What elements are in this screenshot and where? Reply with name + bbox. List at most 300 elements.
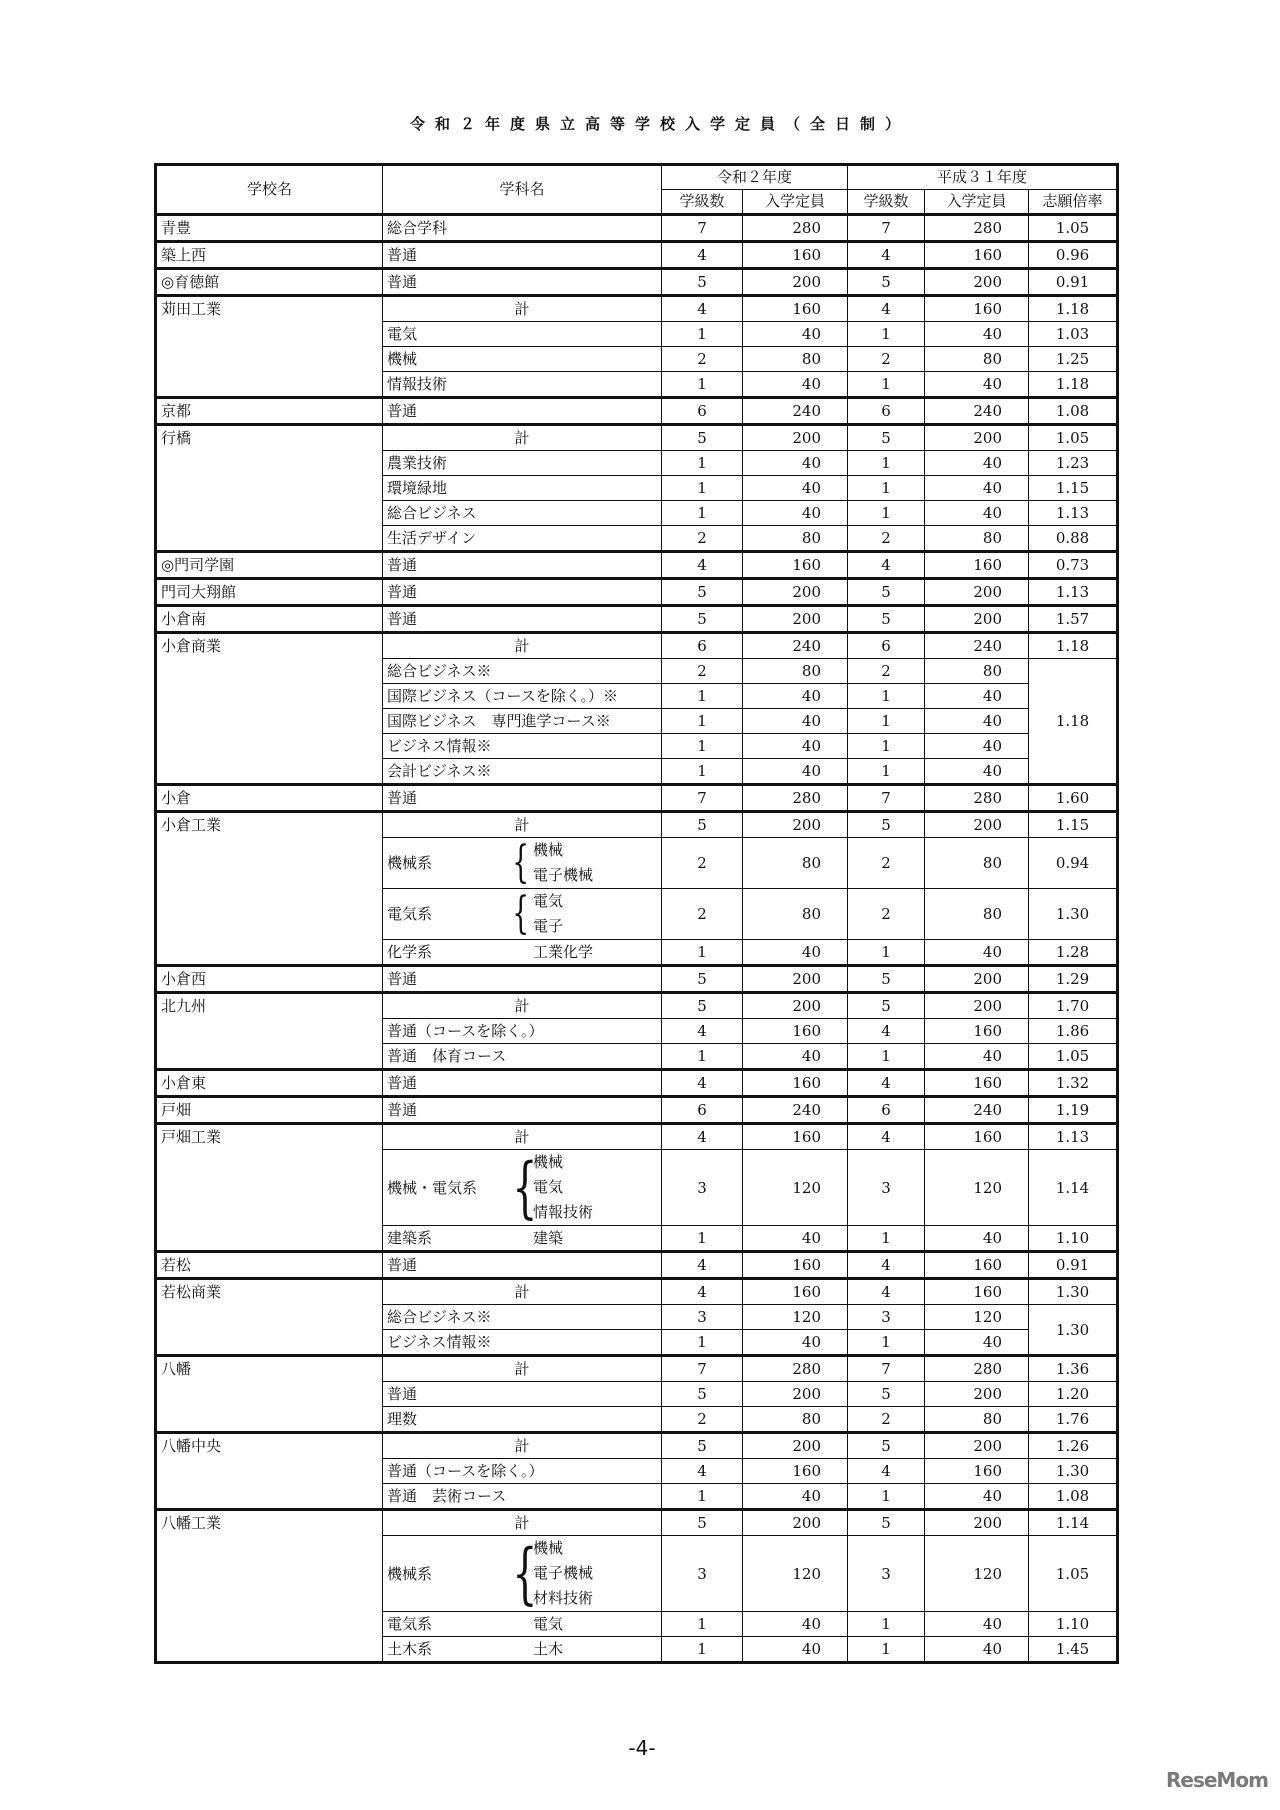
r2-classes: 4 bbox=[662, 1124, 743, 1150]
school-name: 築上西 bbox=[156, 242, 383, 269]
application-ratio: 1.29 bbox=[1029, 966, 1118, 993]
department-name: 計 bbox=[383, 425, 662, 451]
r2-classes: 1 bbox=[662, 940, 743, 966]
h31-capacity: 40 bbox=[925, 1044, 1029, 1070]
h31-classes: 1 bbox=[848, 1044, 925, 1070]
r2-capacity: 160 bbox=[743, 1459, 848, 1484]
r2-classes: 1 bbox=[662, 1044, 743, 1070]
h31-capacity: 200 bbox=[925, 425, 1029, 451]
h31-capacity: 160 bbox=[925, 1252, 1029, 1279]
school-name: 八幡 bbox=[156, 1356, 383, 1433]
department-name: 普通 bbox=[383, 1097, 662, 1124]
h31-capacity: 200 bbox=[925, 812, 1029, 838]
department-name: 計 bbox=[383, 1356, 662, 1382]
r2-capacity: 160 bbox=[743, 1019, 848, 1044]
school-name: ◎門司学園 bbox=[156, 552, 383, 579]
r2-classes: 3 bbox=[662, 1150, 743, 1226]
application-ratio: 1.32 bbox=[1029, 1070, 1118, 1097]
r2-capacity: 120 bbox=[743, 1305, 848, 1330]
application-ratio: 1.23 bbox=[1029, 451, 1118, 476]
h31-classes: 4 bbox=[848, 296, 925, 322]
h31-capacity: 160 bbox=[925, 552, 1029, 579]
header-r2-classes: 学級数 bbox=[662, 190, 743, 215]
department-name: ビジネス情報※ bbox=[383, 734, 662, 759]
h31-classes: 5 bbox=[848, 425, 925, 451]
h31-classes: 4 bbox=[848, 1252, 925, 1279]
r2-classes: 1 bbox=[662, 1612, 743, 1637]
r2-classes: 1 bbox=[662, 709, 743, 734]
header-school: 学校名 bbox=[156, 165, 383, 215]
h31-classes: 3 bbox=[848, 1536, 925, 1612]
r2-capacity: 200 bbox=[743, 812, 848, 838]
r2-capacity: 40 bbox=[743, 759, 848, 785]
r2-classes: 4 bbox=[662, 242, 743, 269]
department-system: 機械・電気系 bbox=[387, 1178, 478, 1197]
sub-department: 土木 bbox=[533, 1640, 564, 1658]
h31-capacity: 40 bbox=[925, 451, 1029, 476]
h31-capacity: 120 bbox=[925, 1150, 1029, 1226]
brace-icon: { bbox=[512, 888, 529, 939]
h31-capacity: 80 bbox=[925, 526, 1029, 552]
r2-capacity: 280 bbox=[743, 215, 848, 242]
r2-classes: 4 bbox=[662, 1459, 743, 1484]
department-name bbox=[383, 1612, 662, 1637]
r2-capacity: 280 bbox=[743, 1356, 848, 1382]
h31-capacity: 40 bbox=[925, 1637, 1029, 1663]
h31-capacity: 200 bbox=[925, 579, 1029, 606]
r2-classes: 1 bbox=[662, 1330, 743, 1356]
r2-capacity: 40 bbox=[743, 322, 848, 347]
department-name: 情報技術 bbox=[383, 372, 662, 398]
r2-capacity: 240 bbox=[743, 1097, 848, 1124]
r2-capacity: 160 bbox=[743, 1124, 848, 1150]
h31-capacity: 160 bbox=[925, 1019, 1029, 1044]
application-ratio: 1.05 bbox=[1029, 1044, 1118, 1070]
h31-capacity: 40 bbox=[925, 709, 1029, 734]
department-name: 会計ビジネス※ bbox=[383, 759, 662, 785]
r2-capacity: 40 bbox=[743, 476, 848, 501]
h31-classes: 1 bbox=[848, 709, 925, 734]
h31-classes: 1 bbox=[848, 940, 925, 966]
department-name: 普通 体育コース bbox=[383, 1044, 662, 1070]
sub-department: 機械 bbox=[533, 1539, 564, 1557]
h31-capacity: 80 bbox=[925, 347, 1029, 372]
r2-classes: 2 bbox=[662, 659, 743, 684]
table-row bbox=[156, 966, 1118, 993]
department-name: 計 bbox=[383, 1279, 662, 1305]
application-ratio: 0.94 bbox=[1029, 838, 1118, 889]
r2-capacity: 160 bbox=[743, 1070, 848, 1097]
application-ratio: 1.36 bbox=[1029, 1356, 1118, 1382]
department-name: 国際ビジネス（コースを除く。）※ bbox=[383, 684, 662, 709]
application-ratio: 0.88 bbox=[1029, 526, 1118, 552]
department-name: 総合ビジネス bbox=[383, 501, 662, 526]
h31-classes: 5 bbox=[848, 1433, 925, 1459]
h31-classes: 6 bbox=[848, 398, 925, 425]
school-name: 小倉 bbox=[156, 785, 383, 812]
application-ratio: 1.18 bbox=[1029, 372, 1118, 398]
application-ratio: 1.18 bbox=[1029, 633, 1118, 659]
sub-department: 電子機械 bbox=[533, 866, 594, 884]
school-name: 八幡中央 bbox=[156, 1433, 383, 1510]
application-ratio: 1.45 bbox=[1029, 1637, 1118, 1663]
application-ratio: 1.26 bbox=[1029, 1433, 1118, 1459]
department-name: 計 bbox=[383, 633, 662, 659]
application-ratio: 1.30 bbox=[1029, 1305, 1118, 1356]
table-row bbox=[156, 242, 1118, 269]
r2-capacity: 80 bbox=[743, 347, 848, 372]
application-ratio: 1.30 bbox=[1029, 1279, 1118, 1305]
department-name: 普通（コースを除く。） bbox=[383, 1459, 662, 1484]
h31-capacity: 80 bbox=[925, 838, 1029, 889]
header-h31: 平成３１年度 bbox=[848, 165, 1118, 190]
table-row bbox=[156, 296, 1118, 322]
department-name: 普通 bbox=[383, 552, 662, 579]
h31-classes: 5 bbox=[848, 966, 925, 993]
school-name: ◎育徳館 bbox=[156, 269, 383, 296]
r2-classes: 5 bbox=[662, 606, 743, 633]
h31-capacity: 240 bbox=[925, 398, 1029, 425]
application-ratio: 1.13 bbox=[1029, 501, 1118, 526]
h31-capacity: 40 bbox=[925, 1612, 1029, 1637]
application-ratio: 1.30 bbox=[1029, 889, 1118, 940]
h31-capacity: 200 bbox=[925, 966, 1029, 993]
application-ratio: 1.03 bbox=[1029, 322, 1118, 347]
sub-department: 情報技術 bbox=[533, 1203, 594, 1221]
r2-capacity: 40 bbox=[743, 1226, 848, 1252]
department-name: 普通 bbox=[383, 1382, 662, 1407]
h31-capacity: 200 bbox=[925, 1510, 1029, 1536]
h31-capacity: 40 bbox=[925, 322, 1029, 347]
r2-capacity: 40 bbox=[743, 734, 848, 759]
r2-classes: 4 bbox=[662, 1279, 743, 1305]
h31-classes: 5 bbox=[848, 812, 925, 838]
header-h31-capacity: 入学定員 bbox=[925, 190, 1029, 215]
r2-classes: 4 bbox=[662, 1070, 743, 1097]
table-body bbox=[156, 215, 1118, 1663]
h31-classes: 1 bbox=[848, 476, 925, 501]
department-name: 総合ビジネス※ bbox=[383, 659, 662, 684]
school-name: 小倉東 bbox=[156, 1070, 383, 1097]
school-name: 戸畑 bbox=[156, 1097, 383, 1124]
h31-capacity: 120 bbox=[925, 1536, 1029, 1612]
department-name: 環境緑地 bbox=[383, 476, 662, 501]
r2-capacity: 200 bbox=[743, 966, 848, 993]
department-name bbox=[383, 838, 662, 889]
h31-classes: 2 bbox=[848, 838, 925, 889]
department-system: 電気系 bbox=[387, 1615, 433, 1633]
r2-capacity: 200 bbox=[743, 1510, 848, 1536]
department-name: 普通 bbox=[383, 966, 662, 993]
application-ratio: 1.30 bbox=[1029, 1459, 1118, 1484]
school-name: 門司大翔館 bbox=[156, 579, 383, 606]
r2-classes: 6 bbox=[662, 1097, 743, 1124]
table-row bbox=[156, 633, 1118, 659]
application-ratio: 1.70 bbox=[1029, 993, 1118, 1019]
h31-capacity: 160 bbox=[925, 1459, 1029, 1484]
table-row bbox=[156, 398, 1118, 425]
department-name: 総合ビジネス※ bbox=[383, 1305, 662, 1330]
table-row bbox=[156, 606, 1118, 633]
h31-classes: 4 bbox=[848, 1070, 925, 1097]
department-name: 普通 bbox=[383, 242, 662, 269]
r2-capacity: 80 bbox=[743, 526, 848, 552]
h31-classes: 6 bbox=[848, 1097, 925, 1124]
h31-classes: 1 bbox=[848, 451, 925, 476]
header-h31-classes: 学級数 bbox=[848, 190, 925, 215]
table-row bbox=[156, 579, 1118, 606]
application-ratio: 1.19 bbox=[1029, 1097, 1118, 1124]
table-row bbox=[156, 1252, 1118, 1279]
table-row bbox=[156, 1124, 1118, 1150]
department-name: 計 bbox=[383, 1510, 662, 1536]
department-name: 普通 bbox=[383, 606, 662, 633]
application-ratio: 1.14 bbox=[1029, 1510, 1118, 1536]
r2-classes: 5 bbox=[662, 1382, 743, 1407]
h31-classes: 1 bbox=[848, 1226, 925, 1252]
r2-classes: 5 bbox=[662, 966, 743, 993]
h31-classes: 5 bbox=[848, 606, 925, 633]
r2-capacity: 160 bbox=[743, 552, 848, 579]
h31-capacity: 200 bbox=[925, 1382, 1029, 1407]
r2-classes: 1 bbox=[662, 1637, 743, 1663]
r2-classes: 6 bbox=[662, 633, 743, 659]
r2-capacity: 200 bbox=[743, 1382, 848, 1407]
h31-classes: 4 bbox=[848, 242, 925, 269]
sub-department: 建築 bbox=[533, 1229, 564, 1247]
table-row bbox=[156, 215, 1118, 242]
h31-capacity: 160 bbox=[925, 296, 1029, 322]
h31-classes: 1 bbox=[848, 684, 925, 709]
table-row bbox=[156, 1097, 1118, 1124]
school-name: 行橋 bbox=[156, 425, 383, 552]
r2-capacity: 80 bbox=[743, 1407, 848, 1433]
application-ratio: 1.15 bbox=[1029, 812, 1118, 838]
table-row bbox=[156, 1356, 1118, 1382]
school-name: 八幡工業 bbox=[156, 1510, 383, 1663]
application-ratio: 1.05 bbox=[1029, 1536, 1118, 1612]
r2-capacity: 80 bbox=[743, 659, 848, 684]
h31-capacity: 160 bbox=[925, 1279, 1029, 1305]
r2-classes: 1 bbox=[662, 734, 743, 759]
h31-classes: 2 bbox=[848, 526, 925, 552]
header-h31-ratio: 志願倍率 bbox=[1029, 190, 1118, 215]
r2-capacity: 40 bbox=[743, 372, 848, 398]
table-row bbox=[156, 993, 1118, 1019]
application-ratio: 1.10 bbox=[1029, 1612, 1118, 1637]
r2-capacity: 40 bbox=[743, 709, 848, 734]
h31-classes: 2 bbox=[848, 1407, 925, 1433]
h31-classes: 5 bbox=[848, 1382, 925, 1407]
h31-capacity: 80 bbox=[925, 659, 1029, 684]
application-ratio: 1.05 bbox=[1029, 425, 1118, 451]
h31-capacity: 40 bbox=[925, 1330, 1029, 1356]
table-row bbox=[156, 552, 1118, 579]
r2-classes: 1 bbox=[662, 476, 743, 501]
h31-capacity: 160 bbox=[925, 1070, 1029, 1097]
school-name: 苅田工業 bbox=[156, 296, 383, 398]
department-name: 理数 bbox=[383, 1407, 662, 1433]
application-ratio: 1.18 bbox=[1029, 659, 1118, 785]
watermark-logo: ReseMom bbox=[1166, 1768, 1268, 1792]
r2-capacity: 160 bbox=[743, 1252, 848, 1279]
table-row bbox=[156, 1433, 1118, 1459]
h31-classes: 1 bbox=[848, 734, 925, 759]
application-ratio: 1.05 bbox=[1029, 215, 1118, 242]
h31-capacity: 40 bbox=[925, 372, 1029, 398]
r2-classes: 4 bbox=[662, 552, 743, 579]
department-name: 計 bbox=[383, 812, 662, 838]
table-row bbox=[156, 812, 1118, 838]
table-row bbox=[156, 1510, 1118, 1536]
department-name: 普通 bbox=[383, 1252, 662, 1279]
r2-classes: 4 bbox=[662, 1252, 743, 1279]
admission-capacity-table bbox=[154, 163, 1119, 1664]
sub-department: 電気 bbox=[533, 892, 564, 910]
r2-classes: 5 bbox=[662, 1510, 743, 1536]
h31-capacity: 40 bbox=[925, 501, 1029, 526]
r2-classes: 3 bbox=[662, 1305, 743, 1330]
r2-classes: 5 bbox=[662, 425, 743, 451]
department-system: 化学系 bbox=[387, 943, 433, 961]
department-name: 計 bbox=[383, 993, 662, 1019]
page-number: -4- bbox=[628, 1736, 656, 1760]
r2-capacity: 240 bbox=[743, 398, 848, 425]
school-name: 北九州 bbox=[156, 993, 383, 1070]
r2-capacity: 160 bbox=[743, 1279, 848, 1305]
application-ratio: 1.20 bbox=[1029, 1382, 1118, 1407]
h31-classes: 4 bbox=[848, 552, 925, 579]
r2-capacity: 40 bbox=[743, 1330, 848, 1356]
school-name: 京都 bbox=[156, 398, 383, 425]
h31-classes: 7 bbox=[848, 1356, 925, 1382]
department-name: 普通 bbox=[383, 785, 662, 812]
brace-icon: { bbox=[512, 837, 529, 888]
application-ratio: 1.14 bbox=[1029, 1150, 1118, 1226]
application-ratio: 1.86 bbox=[1029, 1019, 1118, 1044]
h31-classes: 1 bbox=[848, 759, 925, 785]
h31-capacity: 160 bbox=[925, 242, 1029, 269]
r2-classes: 2 bbox=[662, 347, 743, 372]
table-row bbox=[156, 785, 1118, 812]
r2-classes: 7 bbox=[662, 215, 743, 242]
r2-capacity: 40 bbox=[743, 1637, 848, 1663]
department-name bbox=[383, 1536, 662, 1612]
h31-capacity: 200 bbox=[925, 606, 1029, 633]
department-name: 普通 bbox=[383, 1070, 662, 1097]
r2-classes: 2 bbox=[662, 838, 743, 889]
department-name: 普通 芸術コース bbox=[383, 1484, 662, 1510]
r2-capacity: 40 bbox=[743, 940, 848, 966]
h31-capacity: 160 bbox=[925, 1124, 1029, 1150]
school-name: 若松商業 bbox=[156, 1279, 383, 1356]
application-ratio: 0.91 bbox=[1029, 269, 1118, 296]
r2-capacity: 200 bbox=[743, 1433, 848, 1459]
application-ratio: 1.08 bbox=[1029, 398, 1118, 425]
school-name: 小倉南 bbox=[156, 606, 383, 633]
h31-capacity: 40 bbox=[925, 1484, 1029, 1510]
r2-capacity: 40 bbox=[743, 1612, 848, 1637]
sub-department: 機械 bbox=[533, 1153, 564, 1171]
h31-capacity: 200 bbox=[925, 993, 1029, 1019]
r2-capacity: 200 bbox=[743, 269, 848, 296]
department-system: 土木系 bbox=[387, 1640, 433, 1658]
department-name: 総合学科 bbox=[383, 215, 662, 242]
application-ratio: 1.18 bbox=[1029, 296, 1118, 322]
application-ratio: 0.91 bbox=[1029, 1252, 1118, 1279]
h31-capacity: 200 bbox=[925, 269, 1029, 296]
r2-classes: 1 bbox=[662, 1226, 743, 1252]
header-r2: 令和２年度 bbox=[662, 165, 848, 190]
header-department: 学科名 bbox=[383, 165, 662, 215]
r2-classes: 1 bbox=[662, 322, 743, 347]
r2-capacity: 200 bbox=[743, 993, 848, 1019]
r2-classes: 1 bbox=[662, 759, 743, 785]
sub-department: 材料技術 bbox=[533, 1589, 594, 1607]
h31-classes: 4 bbox=[848, 1459, 925, 1484]
application-ratio: 1.57 bbox=[1029, 606, 1118, 633]
sub-department: 工業化学 bbox=[533, 943, 594, 961]
table-row bbox=[156, 425, 1118, 451]
r2-classes: 5 bbox=[662, 812, 743, 838]
r2-classes: 2 bbox=[662, 889, 743, 940]
r2-capacity: 120 bbox=[743, 1150, 848, 1226]
h31-classes: 1 bbox=[848, 1330, 925, 1356]
department-name: 計 bbox=[383, 1124, 662, 1150]
department-system: 電気系 bbox=[387, 905, 433, 923]
r2-capacity: 200 bbox=[743, 579, 848, 606]
r2-classes: 4 bbox=[662, 1019, 743, 1044]
h31-capacity: 40 bbox=[925, 1226, 1029, 1252]
application-ratio: 1.25 bbox=[1029, 347, 1118, 372]
sub-department: 電子 bbox=[533, 917, 564, 935]
application-ratio: 1.28 bbox=[1029, 940, 1118, 966]
application-ratio: 1.13 bbox=[1029, 579, 1118, 606]
h31-classes: 1 bbox=[848, 1612, 925, 1637]
department-name: 農業技術 bbox=[383, 451, 662, 476]
department-name bbox=[383, 889, 662, 940]
h31-classes: 4 bbox=[848, 1019, 925, 1044]
r2-classes: 3 bbox=[662, 1536, 743, 1612]
h31-capacity: 240 bbox=[925, 633, 1029, 659]
table-row bbox=[156, 269, 1118, 296]
department-name bbox=[383, 1637, 662, 1663]
r2-classes: 7 bbox=[662, 1356, 743, 1382]
h31-classes: 1 bbox=[848, 322, 925, 347]
r2-capacity: 120 bbox=[743, 1536, 848, 1612]
h31-capacity: 280 bbox=[925, 1356, 1029, 1382]
sub-department: 機械 bbox=[533, 841, 564, 859]
application-ratio: 1.15 bbox=[1029, 476, 1118, 501]
school-name: 小倉商業 bbox=[156, 633, 383, 785]
school-name: 小倉西 bbox=[156, 966, 383, 993]
r2-capacity: 40 bbox=[743, 451, 848, 476]
r2-classes: 7 bbox=[662, 785, 743, 812]
r2-capacity: 160 bbox=[743, 242, 848, 269]
r2-classes: 6 bbox=[662, 398, 743, 425]
department-name: 普通（コースを除く。） bbox=[383, 1019, 662, 1044]
r2-classes: 2 bbox=[662, 526, 743, 552]
r2-classes: 5 bbox=[662, 579, 743, 606]
h31-capacity: 40 bbox=[925, 734, 1029, 759]
h31-classes: 1 bbox=[848, 372, 925, 398]
r2-capacity: 40 bbox=[743, 684, 848, 709]
department-name: 普通 bbox=[383, 269, 662, 296]
application-ratio: 1.13 bbox=[1029, 1124, 1118, 1150]
r2-capacity: 40 bbox=[743, 1484, 848, 1510]
h31-capacity: 120 bbox=[925, 1305, 1029, 1330]
h31-classes: 7 bbox=[848, 785, 925, 812]
